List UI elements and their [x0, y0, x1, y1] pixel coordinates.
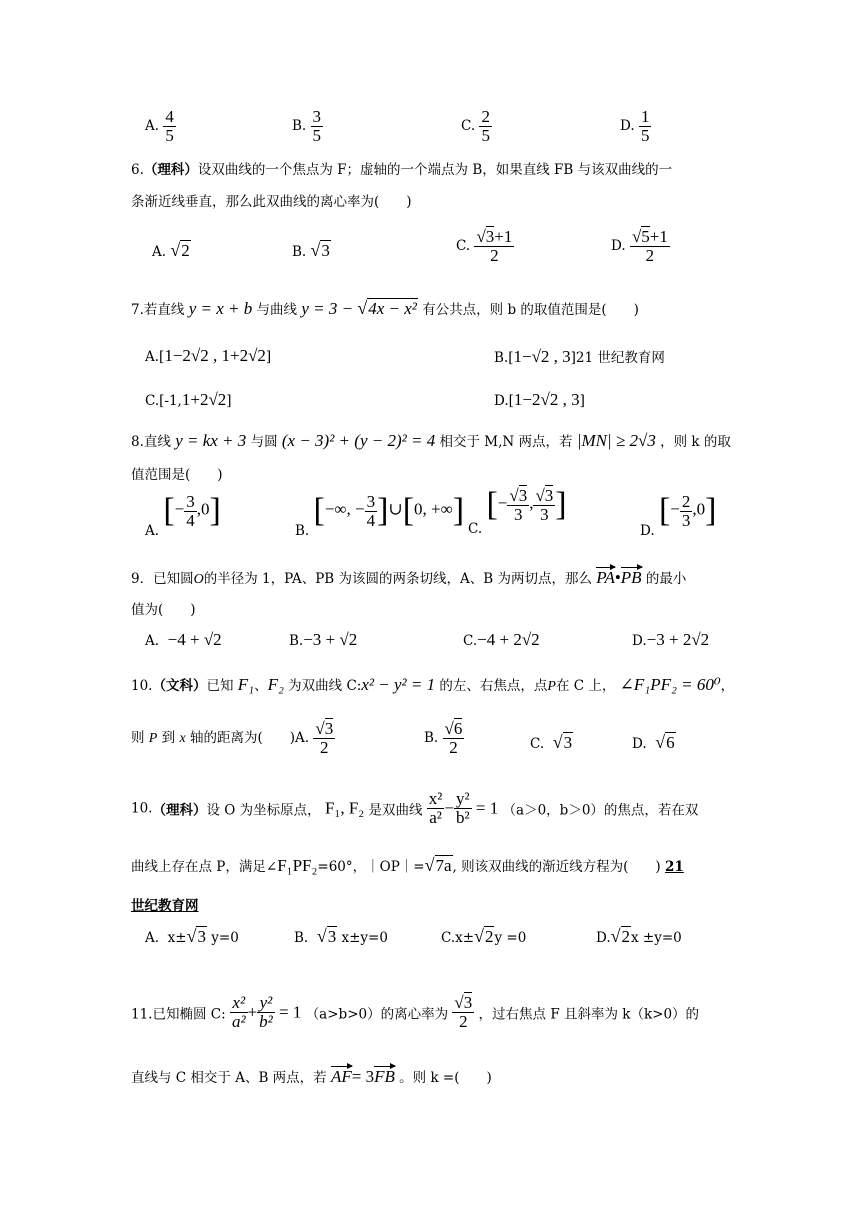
q5-option-a: A. $\frac{4}{5}$	[145, 107, 174, 145]
q10-wen-line2: 则 P 到 x 轴的距离为( )A. $\frac{√3}{2}$	[131, 719, 334, 757]
fraction: $\frac{1}{5}$	[640, 107, 650, 145]
q11-line2: 直线与 C 相交于 A、B 两点，若 AF= 3FB 。则 k =( )	[131, 1067, 492, 1086]
q10-li-option-c: C.x±√2y =0	[441, 926, 527, 946]
watermark-link[interactable]: 21	[664, 859, 684, 875]
q10-li-stem: 10.（理科）设 O 为坐标原点， F₁, F₂ 是双曲线 $\frac{\text{x²}}{\text{a²}}$ − $\frac{\text{y²}}{\text{b²}}$ = 1 （a＞0，b＞0）的焦点，若在双	[131, 789, 699, 827]
q8-option-d: D. [− $\frac{2}{3}$ ,0]	[640, 491, 717, 539]
q9-option-a: A. −4 + √2	[145, 630, 222, 649]
q7-option-b: B.[1−√2 , 3]21 世纪教育网	[494, 347, 665, 366]
q6-option-c: C. $\frac{√3+1}{2}$	[456, 227, 513, 265]
q9-option-c: C.−4 + 2√2	[463, 630, 540, 649]
q7-option-d: D.[1−2√2 , 3]	[494, 390, 585, 409]
q9-stem: 9．已知圆O的半径为 1，PA、PB 为该圆的两条切线，A、B 为两切点，那么 PA•PB 的最小	[131, 568, 687, 587]
fraction: $\frac{2}{5}$	[481, 107, 490, 145]
q8-option-b: B. [−∞, − $\frac{3}{4}$ ]∪[0, +∞]	[295, 491, 465, 539]
q10-wen-option-c: C. √3	[530, 732, 573, 752]
q8-option-c: C. [− $\frac{√3}{3}$ , $\frac{√3}{3}$ ]	[468, 485, 567, 537]
q10-li-option-d: D.√2x ±y=0	[596, 926, 682, 946]
q6-line2: 条渐近线垂直，那么此双曲线的离心率为( )	[131, 194, 412, 210]
q5-option-d: D. $\frac{1}{5}$	[620, 107, 650, 145]
q5-option-b: B. $\frac{3}{5}$	[292, 107, 322, 145]
q6-line1: 6.（理科）设双曲线的一个焦点为 F；虚轴的一个端点为 B，如果直线 FB 与该双曲线的一	[131, 162, 673, 178]
q11-stem: 11.已知椭圆 C: $\frac{\text{x²}}{\text{a²}}$ + $\frac{\text{y²}}{\text{b²}}$ = 1 （a>b>0）的离心率为 $\frac{√3}{2}$ ，过右焦点 F 且斜率为 k（k>0）的	[131, 993, 700, 1031]
q10-li-link-line[interactable]: 世纪教育网	[131, 898, 199, 914]
q5-option-c: C. $\frac{2}{5}$	[461, 107, 490, 145]
q6-option-d: D. $\frac{√5+1}{2}$	[611, 227, 668, 265]
q10-wen-option-b: B. $\frac{√6}{2}$	[424, 719, 463, 757]
q10-li-option-a: A. x±√3 y=0	[145, 926, 239, 946]
q7-option-c: C.[-1,1+2√2]	[145, 390, 232, 409]
q8-stem: 8.直线 y = kx + 3 与圆 (x − 3)² + (y − 2)² = 4 相交于 M,N 两点，若 |MN| ≥ 2√3 ，则 k 的取	[131, 431, 731, 450]
fraction: $\frac{3}{5}$	[312, 107, 322, 145]
q10-wen-option-d: D. √6	[632, 732, 675, 752]
q6-option-a: A. √2	[152, 240, 190, 260]
q10-wen-stem: 10.（文科）已知 F₁、F₂ 为双曲线 C:x² − y² = 1 的左、右焦点，点P在 C 上， ∠F₁PF₂ = 60⁰，	[131, 675, 735, 694]
q8-option-a: A. [− $\frac{3}{4}$ ,0]	[145, 491, 221, 539]
q9-option-b: B.−3 + √2	[289, 630, 358, 649]
q8-line2: 值范围是( )	[131, 467, 223, 483]
q10-li-option-b: B. √3 x±y=0	[294, 926, 388, 946]
q6-option-b: B. √3	[292, 240, 330, 260]
q7-option-a: A.[1−2√2 , 1+2√2]	[145, 346, 272, 365]
fraction: $\frac{4}{5}$	[165, 107, 174, 145]
q10-li-line2: 曲线上存在点 P，满足∠F₁PF₂=60°，｜OP｜=√7a, 则该双曲线的渐近线方程为( ) 21	[131, 855, 684, 875]
q9-option-d: D.−3 + 2√2	[632, 630, 710, 649]
q7-stem: 7.若直线 y = x + b 与曲线 y = 3 − √4x − x² 有公共点，则 b 的取值范围是( )	[131, 298, 639, 318]
q9-line2: 值为( )	[131, 602, 196, 618]
